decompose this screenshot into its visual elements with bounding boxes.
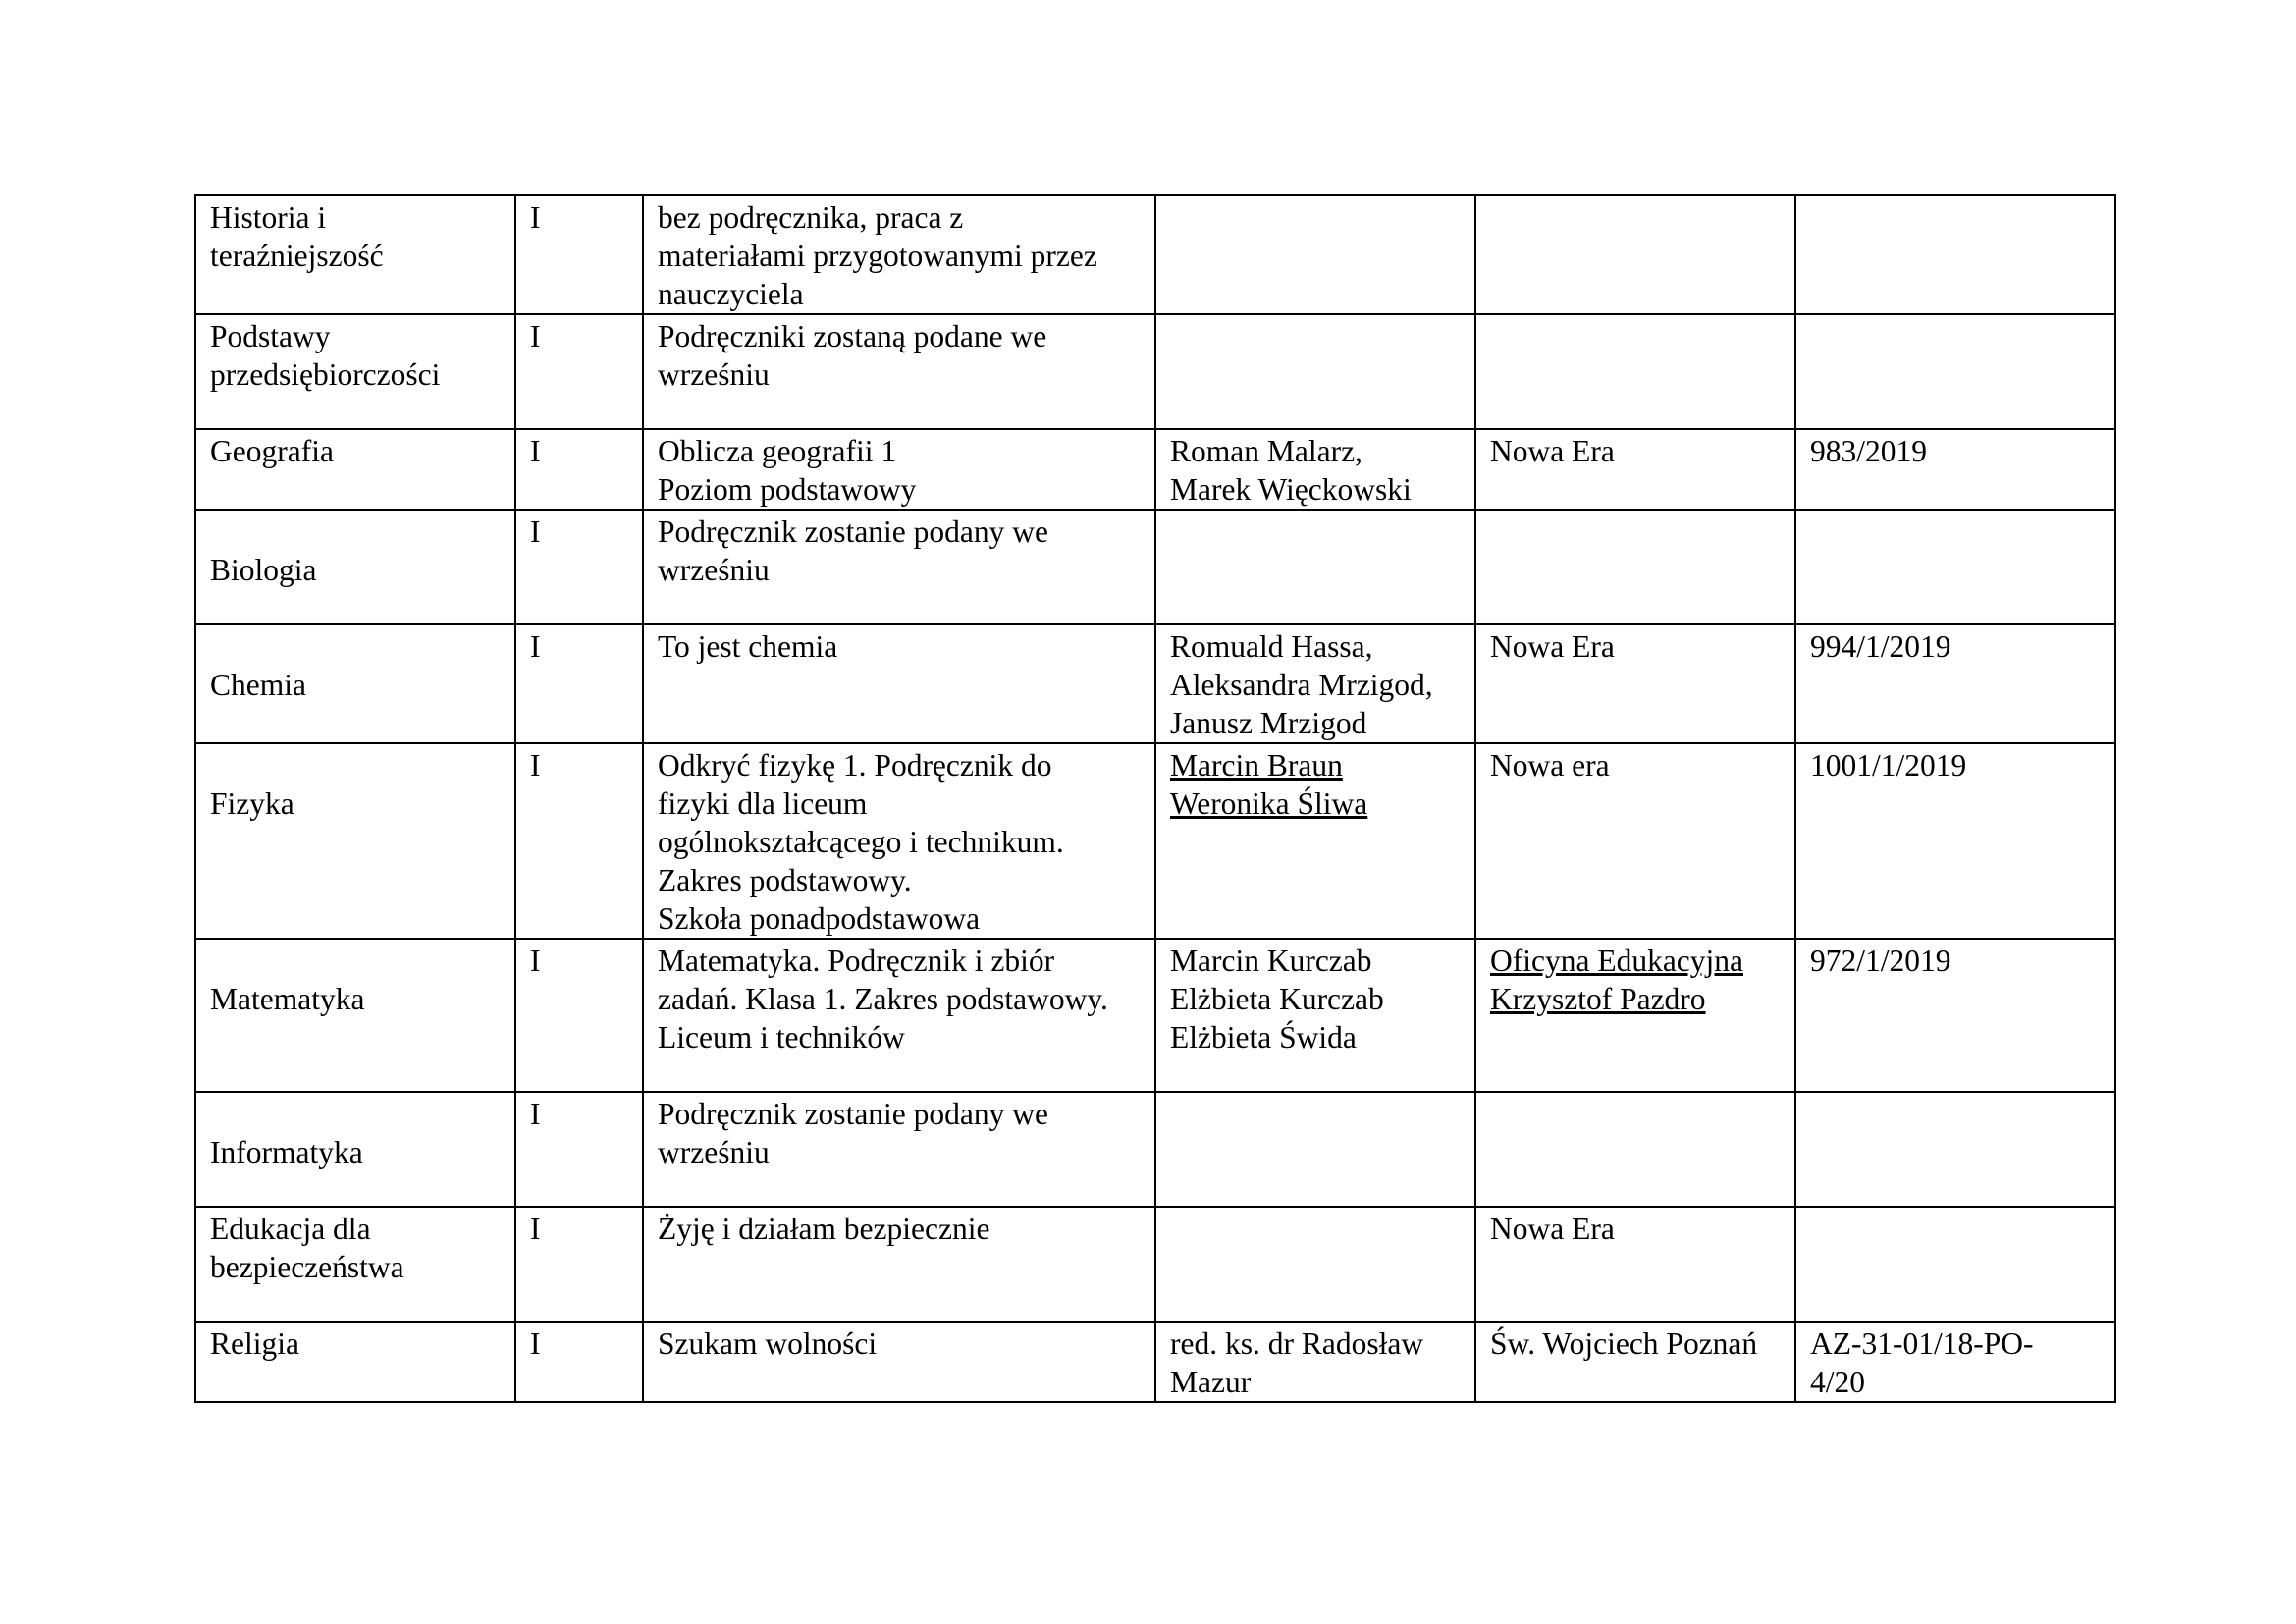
table-row [195, 1207, 2115, 1322]
level-cell: I [515, 939, 643, 1092]
level-cell: I [515, 1322, 643, 1402]
table-row [195, 1092, 2115, 1207]
textbook-title-cell: Odkryć fizykę 1. Podręcznik do fizyki dla liceum ogólnokształcącego i technikum. Zakres podstawowy. Szkoła ponadpodstawowa [643, 743, 1155, 939]
approval-number-cell [1795, 314, 2115, 429]
publisher-cell: Nowa Era [1475, 429, 1795, 510]
authors-cell [1155, 314, 1475, 429]
authors-cell [1155, 195, 1475, 314]
textbook-title-cell: bez podręcznika, praca z materiałami przygotowanymi przez nauczyciela [643, 195, 1155, 314]
publisher-cell: Nowa era [1475, 743, 1795, 939]
subject-label: Fizyka [210, 786, 294, 821]
table-row [195, 195, 2115, 314]
subject-cell: Geografia [195, 429, 515, 510]
textbook-title-cell: Matematyka. Podręcznik i zbiór zadań. Klasa 1. Zakres podstawowy. Liceum i techników [643, 939, 1155, 1092]
publisher-cell: Oficyna Edukacyjna Krzysztof Pazdro [1475, 939, 1795, 1092]
table-row [195, 939, 2115, 1092]
subject-cell [195, 1092, 515, 1207]
publisher-cell [1475, 1092, 1795, 1207]
subject-cell: Podstawy przedsiębiorczości [195, 314, 515, 429]
approval-number-cell: AZ-31-01/18-PO- 4/20 [1795, 1322, 2115, 1402]
subject-cell [195, 624, 515, 743]
level-cell: I [515, 429, 643, 510]
level-cell: I [515, 743, 643, 939]
authors-cell: red. ks. dr Radosław Mazur [1155, 1322, 1475, 1402]
publisher-cell [1475, 314, 1795, 429]
table-row [195, 510, 2115, 624]
subject-cell: Religia [195, 1322, 515, 1402]
approval-number-cell: 983/2019 [1795, 429, 2115, 510]
approval-number-cell [1795, 1092, 2115, 1207]
approval-number-cell: 994/1/2019 [1795, 624, 2115, 743]
textbook-title-cell: Podręcznik zostanie podany we wrześniu [643, 510, 1155, 624]
textbook-title-cell: Oblicza geografii 1 Poziom podstawowy [643, 429, 1155, 510]
level-cell: I [515, 1092, 643, 1207]
subject-cell [195, 743, 515, 939]
subject-label: Biologia [210, 553, 317, 587]
subject-cell: Historia i teraźniejszość [195, 195, 515, 314]
subject-cell [195, 939, 515, 1092]
textbook-title-cell: Żyję i działam bezpiecznie [643, 1207, 1155, 1322]
subject-label: Chemia [210, 668, 306, 702]
authors-cell [1155, 1207, 1475, 1322]
table-row [195, 429, 2115, 510]
authors-cell [1155, 1092, 1475, 1207]
authors-cell: Marcin Braun Weronika Śliwa [1155, 743, 1475, 939]
level-cell: I [515, 314, 643, 429]
publisher-cell [1475, 195, 1795, 314]
table-row [195, 743, 2115, 939]
approval-number-cell: 972/1/2019 [1795, 939, 2115, 1092]
subject-cell: Edukacja dla bezpieczeństwa [195, 1207, 515, 1322]
level-cell: I [515, 624, 643, 743]
level-cell: I [515, 510, 643, 624]
approval-number-cell [1795, 195, 2115, 314]
approval-number-cell [1795, 510, 2115, 624]
table-row [195, 314, 2115, 429]
publisher-cell: Nowa Era [1475, 1207, 1795, 1322]
table-row [195, 1322, 2115, 1402]
approval-number-cell: 1001/1/2019 [1795, 743, 2115, 939]
authors-cell: Romuald Hassa, Aleksandra Mrzigod, Janusz Mrzigod [1155, 624, 1475, 743]
authors-cell: Roman Malarz, Marek Więckowski [1155, 429, 1475, 510]
textbook-title-cell: Podręczniki zostaną podane we wrześniu [643, 314, 1155, 429]
textbook-table [194, 194, 2116, 1403]
level-cell: I [515, 1207, 643, 1322]
subject-cell [195, 510, 515, 624]
approval-number-cell [1795, 1207, 2115, 1322]
subject-label: Informatyka [210, 1135, 363, 1169]
textbook-title-cell: Szukam wolności [643, 1322, 1155, 1402]
publisher-cell: Nowa Era [1475, 624, 1795, 743]
textbook-title-cell: Podręcznik zostanie podany we wrześniu [643, 1092, 1155, 1207]
publisher-cell [1475, 510, 1795, 624]
table-row [195, 624, 2115, 743]
authors-cell [1155, 510, 1475, 624]
textbook-title-cell: To jest chemia [643, 624, 1155, 743]
authors-cell: Marcin Kurczab Elżbieta Kurczab Elżbieta Świda [1155, 939, 1475, 1092]
publisher-cell: Św. Wojciech Poznań [1475, 1322, 1795, 1402]
subject-label: Matematyka [210, 982, 365, 1016]
level-cell: I [515, 195, 643, 314]
